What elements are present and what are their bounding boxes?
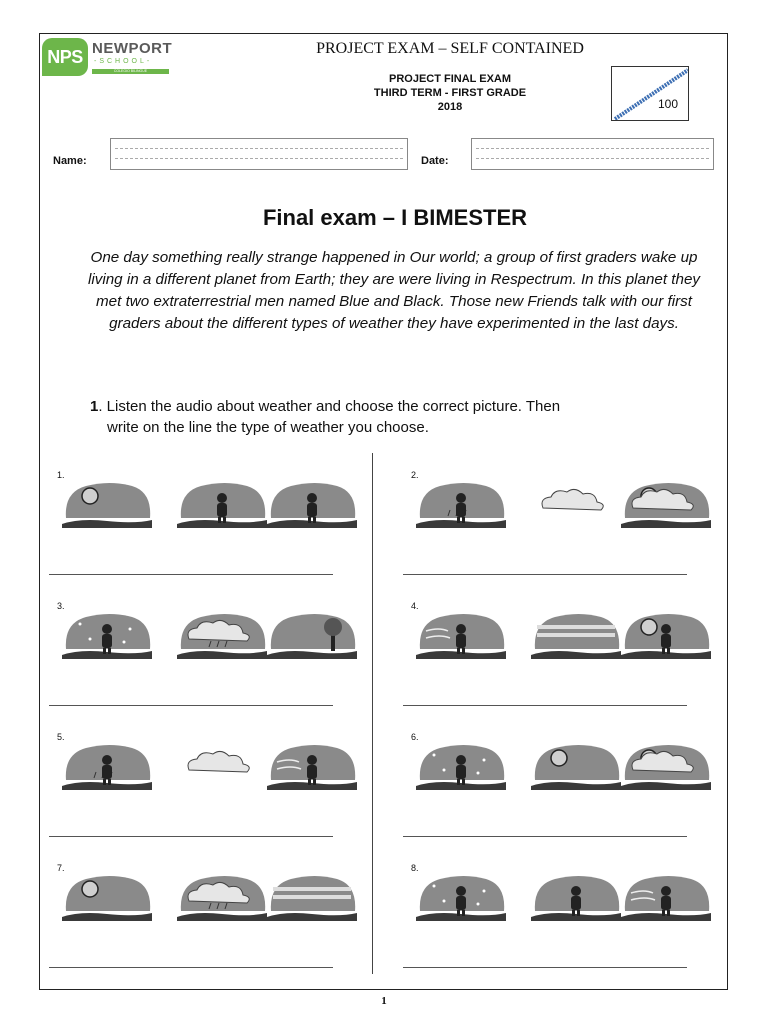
weather-item-3 [49,601,349,721]
subtitle-line-3: 2018 [437,101,463,113]
score-slash-icon [612,67,689,121]
foggy-sea-icon[interactable] [265,871,359,921]
sunny-clouds-icon[interactable] [619,478,713,528]
cold-person-icon[interactable] [529,871,623,921]
score-value: 100 [657,97,678,111]
column-divider [372,453,373,974]
logo-tagline: COLEGIO BILINGUE [92,69,169,74]
item-number: 6. [411,732,419,742]
sunny-person-icon[interactable] [619,609,713,659]
weather-item-2 [403,470,703,590]
weather-item-8 [403,863,703,983]
answer-line[interactable] [403,836,687,837]
sunny-sun-icon[interactable] [60,478,154,528]
name-field[interactable] [110,138,408,170]
weather-item-5 [49,732,349,852]
subtitle-line-2: THIRD TERM - FIRST GRADE [373,87,527,99]
question-1 [90,396,730,438]
rainy-person-icon[interactable] [60,740,154,790]
windy-person-icon[interactable] [414,609,508,659]
exam-subtitle [330,72,570,114]
answer-line[interactable] [49,967,333,968]
weather-item-4 [403,601,703,721]
rain-cloud-icon[interactable] [175,609,269,659]
document-title: PROJECT EXAM – SELF CONTAINED [316,40,584,57]
item-number: 3. [57,601,65,611]
answer-line[interactable] [403,574,687,575]
logo-badge: NPS [42,38,88,76]
sunny-sun-icon[interactable] [529,740,623,790]
answer-line[interactable] [403,705,687,706]
question-number: 1 [90,398,99,415]
answer-line[interactable] [403,967,687,968]
rainy-person-icon[interactable] [414,478,508,528]
cloudy-sky-icon[interactable] [529,478,623,528]
sunny-clouds-icon[interactable] [619,740,713,790]
rain-cloud-icon[interactable] [175,871,269,921]
windy-person-icon[interactable] [265,740,359,790]
question-text-line-2: write on the line the type of weather you choose. [107,419,429,436]
score-box [611,66,689,121]
foggy-sea-icon[interactable] [529,609,623,659]
cloudy-sky-icon[interactable] [175,740,269,790]
date-field[interactable] [471,138,714,170]
date-label: Date: [421,155,449,167]
sunny-sun-icon[interactable] [60,871,154,921]
name-label: Name: [53,155,87,167]
snowy-person-icon[interactable] [414,740,508,790]
logo-name: NEWPORT [92,40,173,57]
windy-person-icon[interactable] [619,871,713,921]
exam-heading: Final exam – I BIMESTER [262,205,528,230]
answer-line[interactable] [49,836,333,837]
hot-person-icon[interactable] [265,478,359,528]
weather-item-1 [49,470,349,590]
item-number: 5. [57,732,65,742]
weather-item-7 [49,863,349,983]
item-number: 7. [57,863,65,873]
stormy-tree-icon[interactable] [265,609,359,659]
item-number: 4. [411,601,419,611]
answer-line[interactable] [49,705,333,706]
snowy-person-icon[interactable] [60,609,154,659]
page-number: 1 [381,995,387,1007]
intro-paragraph: One day something really strange happened in Our world; a group of first graders wake up living in a different planet from Earth; they are were living in Respectrum. In this planet they met two extraterrestrial men named Blue and Black. Those new Friends talk with our first graders about the different types of weather they have experimented in the last days. [87,249,701,332]
question-text-line-1: . Listen the audio about weather and choose the correct picture. Then [98,398,561,415]
snowy-person-icon[interactable] [414,871,508,921]
subtitle-line-1: PROJECT FINAL EXAM [388,73,512,85]
answer-line[interactable] [49,574,333,575]
item-number: 2. [411,470,419,480]
school-logo [42,38,172,80]
weather-item-6 [403,732,703,852]
logo-sub: -SCHOOL- [94,58,153,65]
cold-person-icon[interactable] [175,478,269,528]
item-number: 8. [411,863,419,873]
item-number: 1. [57,470,65,480]
